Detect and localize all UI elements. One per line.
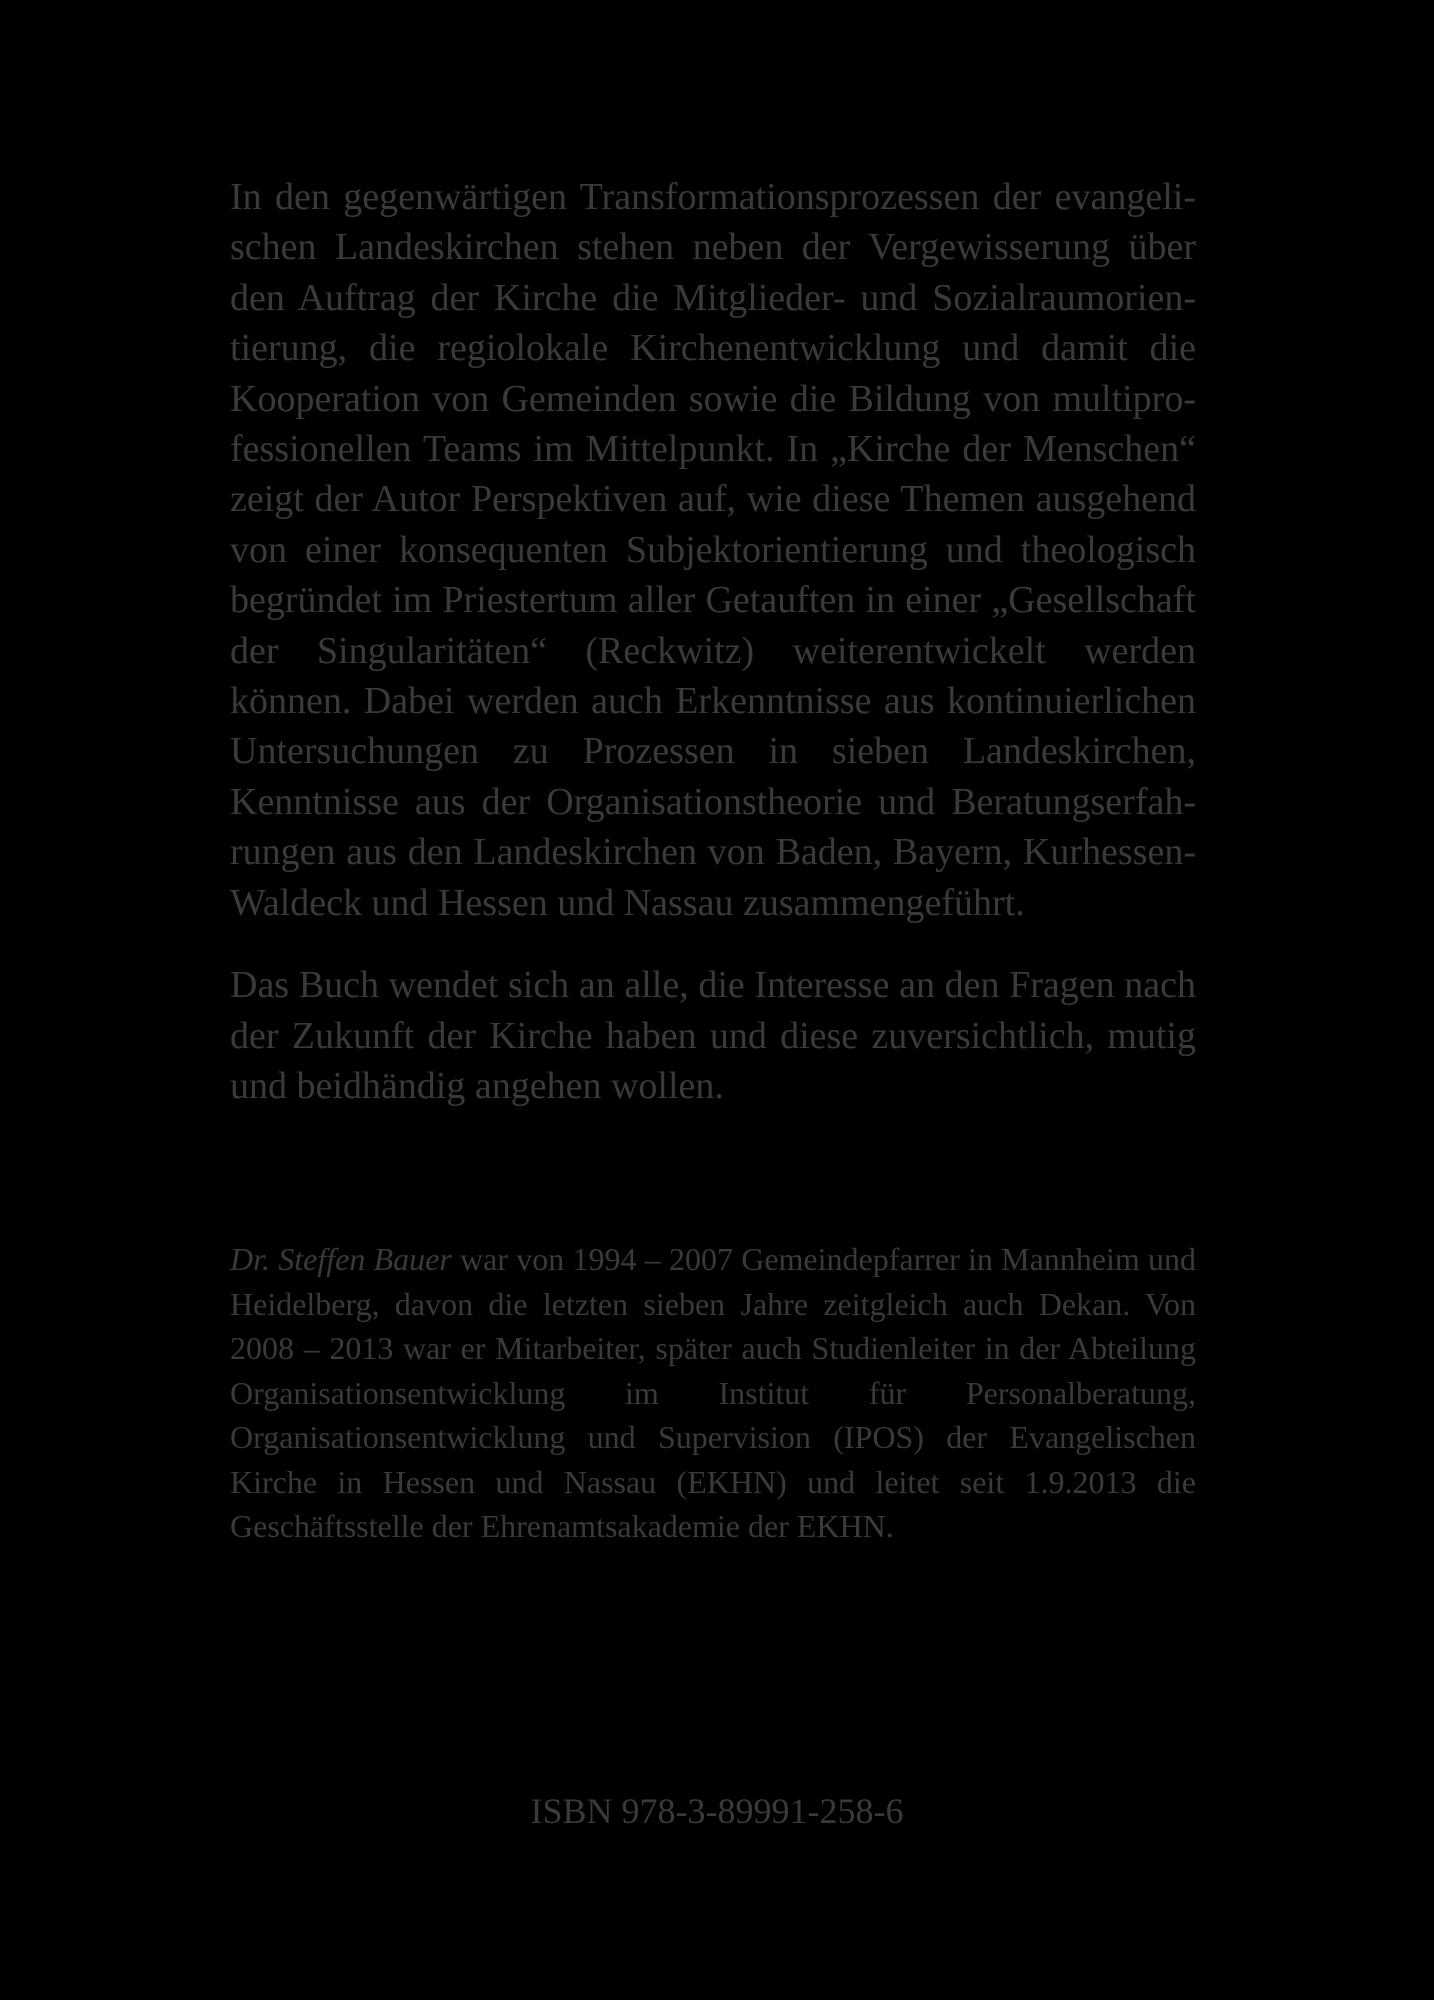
author-bio-text: war von 1994 – 2007 Gemeindepfarrer in Mannheim und Heidelberg, davon die letzten sieben Jahre zeitgleich auch Dekan. Von 2008 – 2013 war er Mitarbeiter, später auch Studienleiter in der Abteilung Organisationsentwicklung im Institut für Personalberatung, Organisationsentwicklung und Supervision (IPOS) der Evangelischen Kirche in Hessen und Nassau (EKHN) und leitet seit 1.9.2013 die Geschäftsstelle der Ehrenamtsakademie der EKHN. [230,1241,1197,1544]
author-bio [230,1237,1196,1549]
blurb-paragraph-2: Das Buch wendet sich an alle, die Interesse an den Fragen nach der Zukunft der Kirche haben und diese zuversichtlich, mutig und beidhändig angehen wollen. [230,964,1196,1107]
author-name: Dr. Steffen Bauer [230,1241,452,1277]
book-blurb [230,172,1196,1111]
blurb-paragraph-1: In den gegenwärtigen Transformationsprozessen der evangelischen Landeskirchen stehen neben der Vergewisserung über den Auftrag der Kirche die Mitglieder- und Sozialraumorientierung, die regiolokale Kirchenentwicklung und damit die Kooperation von Gemeinden sowie die Bildung von multiprofessionellen Teams im Mittelpunkt. In „Kirche der Menschen“ zeigt der Autor Perspektiven auf, wie diese Themen ausgehend von einer konsequenten Subjektorientierung und theologisch begründet im Priestertum aller Getauften in einer „Gesellschaft der Singularitäten“ (Reckwitz) weiterentwickelt werden können. Dabei werden auch Erkenntnisse aus kontinuierlichen Untersuchungen zu Prozessen in sieben Landeskirchen, Kenntnisse aus der Organisationstheorie und Beratungserfahrungen aus den Landeskirchen von Baden, Bayern, Kurhessen-Waldeck und Hessen und Nassau zusammengeführt. [230,176,1196,924]
isbn-number: ISBN 978-3-89991-258-6 [530,1791,904,1831]
author-bio-paragraph [230,1237,1196,1549]
